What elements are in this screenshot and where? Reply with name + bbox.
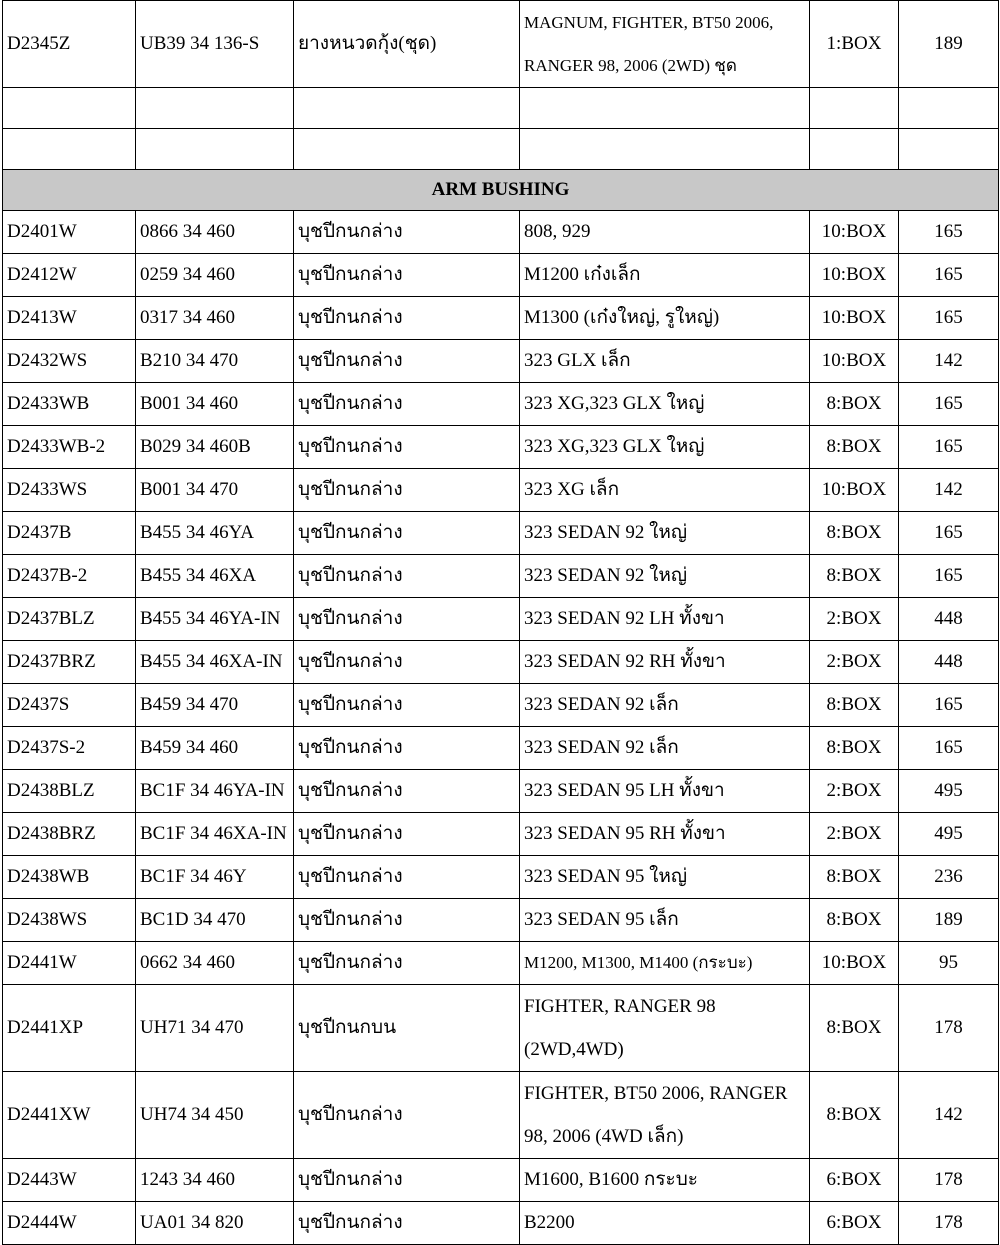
pack-quantity: 10:BOX (810, 297, 899, 340)
unit-price: 142 (899, 340, 999, 383)
unit-price: 189 (899, 1, 999, 88)
pack-quantity: 6:BOX (810, 1202, 899, 1245)
part-description: บุชปีกนกล่าง (294, 469, 520, 512)
pack-quantity: 8:BOX (810, 426, 899, 469)
table-row (3, 985, 999, 1072)
vehicle-model: 323 SEDAN 92 เล็ก (520, 727, 810, 770)
vehicle-model: M1600, B1600 กระบะ (520, 1159, 810, 1202)
part-description: บุชปีกนกล่าง (294, 340, 520, 383)
unit-price: 142 (899, 1072, 999, 1159)
part-code: D2413W (3, 297, 136, 340)
vehicle-model: 323 SEDAN 95 LH ทั้งขา (520, 770, 810, 813)
part-description (294, 129, 520, 170)
table-row (3, 383, 999, 426)
pack-quantity: 2:BOX (810, 770, 899, 813)
part-code: D2437B-2 (3, 555, 136, 598)
vehicle-model: 323 GLX เล็ก (520, 340, 810, 383)
part-code: D2437B (3, 512, 136, 555)
part-number: B455 34 46YA-IN (136, 598, 294, 641)
unit-price (899, 129, 999, 170)
vehicle-model (520, 129, 810, 170)
part-description: บุชปีกนกล่าง (294, 297, 520, 340)
vehicle-model: 323 SEDAN 95 เล็ก (520, 899, 810, 942)
part-description: บุชปีกนกล่าง (294, 1159, 520, 1202)
table-row (3, 813, 999, 856)
part-code: D2437S (3, 684, 136, 727)
unit-price: 165 (899, 254, 999, 297)
part-number (136, 129, 294, 170)
unit-price: 95 (899, 942, 999, 985)
pack-quantity: 8:BOX (810, 985, 899, 1072)
table-row (3, 555, 999, 598)
part-code: D2438BRZ (3, 813, 136, 856)
table-row (3, 426, 999, 469)
unit-price: 165 (899, 297, 999, 340)
part-number: BC1F 34 46YA-IN (136, 770, 294, 813)
vehicle-model: 323 XG,323 GLX ใหญ่ (520, 426, 810, 469)
vehicle-model: 323 SEDAN 92 ใหญ่ (520, 555, 810, 598)
unit-price: 165 (899, 727, 999, 770)
pack-quantity: 6:BOX (810, 1159, 899, 1202)
part-description: บุชปีกนกล่าง (294, 899, 520, 942)
part-number: UH71 34 470 (136, 985, 294, 1072)
part-number: 1243 34 460 (136, 1159, 294, 1202)
part-description: บุชปีกนกล่าง (294, 684, 520, 727)
pack-quantity (810, 129, 899, 170)
table-row (3, 770, 999, 813)
part-number: 0317 34 460 (136, 297, 294, 340)
part-code: D2438WB (3, 856, 136, 899)
pack-quantity: 2:BOX (810, 813, 899, 856)
part-description: บุชปีกนกล่าง (294, 254, 520, 297)
part-code: D2432WS (3, 340, 136, 383)
vehicle-model: 323 XG,323 GLX ใหญ่ (520, 383, 810, 426)
part-code: D2433WB (3, 383, 136, 426)
part-code: D2433WB-2 (3, 426, 136, 469)
part-code: D2438BLZ (3, 770, 136, 813)
part-number: B459 34 460 (136, 727, 294, 770)
unit-price: 178 (899, 1202, 999, 1245)
unit-price: 178 (899, 985, 999, 1072)
part-number: 0866 34 460 (136, 211, 294, 254)
part-description: บุชปีกนกล่าง (294, 598, 520, 641)
part-description: บุชปีกนกล่าง (294, 211, 520, 254)
vehicle-model: 323 XG เล็ก (520, 469, 810, 512)
table-row (3, 942, 999, 985)
part-number: B459 34 470 (136, 684, 294, 727)
vehicle-model: 323 SEDAN 92 RH ทั้งขา (520, 641, 810, 684)
pack-quantity: 2:BOX (810, 641, 899, 684)
part-number: 0259 34 460 (136, 254, 294, 297)
part-description: บุชปีกนกล่าง (294, 856, 520, 899)
table-row (3, 254, 999, 297)
unit-price: 448 (899, 598, 999, 641)
part-number: 0662 34 460 (136, 942, 294, 985)
table-row (3, 1159, 999, 1202)
vehicle-model: MAGNUM, FIGHTER, BT50 2006, RANGER 98, 2006 (2WD) ชุด (520, 1, 810, 88)
unit-price: 165 (899, 684, 999, 727)
part-number: UA01 34 820 (136, 1202, 294, 1245)
part-number: B001 34 470 (136, 469, 294, 512)
vehicle-model: 323 SEDAN 92 LH ทั้งขา (520, 598, 810, 641)
part-code: D2443W (3, 1159, 136, 1202)
pack-quantity: 10:BOX (810, 469, 899, 512)
table-row (3, 129, 999, 170)
table-row (3, 1202, 999, 1245)
part-code: D2437S-2 (3, 727, 136, 770)
unit-price: 178 (899, 1159, 999, 1202)
vehicle-model: 323 SEDAN 95 ใหญ่ (520, 856, 810, 899)
part-code: D2441W (3, 942, 136, 985)
pack-quantity: 10:BOX (810, 340, 899, 383)
unit-price: 165 (899, 555, 999, 598)
part-number: B029 34 460B (136, 426, 294, 469)
part-code: D2438WS (3, 899, 136, 942)
part-number (136, 88, 294, 129)
vehicle-model: 323 SEDAN 92 ใหญ่ (520, 512, 810, 555)
part-description: บุชปีกนกล่าง (294, 426, 520, 469)
part-description: บุชปีกนกล่าง (294, 813, 520, 856)
unit-price: 236 (899, 856, 999, 899)
unit-price: 189 (899, 899, 999, 942)
table-row (3, 340, 999, 383)
part-code: D2401W (3, 211, 136, 254)
pack-quantity: 8:BOX (810, 899, 899, 942)
parts-price-table (2, 0, 999, 1245)
table-row (3, 1072, 999, 1159)
table-row (3, 641, 999, 684)
part-number: B210 34 470 (136, 340, 294, 383)
unit-price: 495 (899, 770, 999, 813)
pack-quantity: 8:BOX (810, 1072, 899, 1159)
section-header-row (3, 170, 999, 211)
table-row (3, 856, 999, 899)
pack-quantity: 8:BOX (810, 727, 899, 770)
table-row (3, 1, 999, 88)
part-number: UH74 34 450 (136, 1072, 294, 1159)
part-number: BC1F 34 46Y (136, 856, 294, 899)
part-number: B455 34 46YA (136, 512, 294, 555)
vehicle-model: M1300 (เก๋งใหญ่, รูใหญ่) (520, 297, 810, 340)
unit-price: 165 (899, 383, 999, 426)
part-code: D2441XP (3, 985, 136, 1072)
pack-quantity: 8:BOX (810, 512, 899, 555)
table-row (3, 512, 999, 555)
vehicle-model: FIGHTER, BT50 2006, RANGER 98, 2006 (4WD เล็ก) (520, 1072, 810, 1159)
vehicle-model: 323 SEDAN 92 เล็ก (520, 684, 810, 727)
vehicle-model: M1200, M1300, M1400 (กระบะ) (520, 942, 810, 985)
pack-quantity: 8:BOX (810, 684, 899, 727)
vehicle-model: B2200 (520, 1202, 810, 1245)
part-code: D2437BRZ (3, 641, 136, 684)
vehicle-model: M1200 เก๋งเล็ก (520, 254, 810, 297)
vehicle-model: 323 SEDAN 95 RH ทั้งขา (520, 813, 810, 856)
unit-price: 165 (899, 211, 999, 254)
part-description: บุชปีกนกล่าง (294, 770, 520, 813)
part-code: D2433WS (3, 469, 136, 512)
part-description: บุชปีกนกล่าง (294, 641, 520, 684)
pack-quantity: 10:BOX (810, 254, 899, 297)
part-code: D2437BLZ (3, 598, 136, 641)
part-code: D2441XW (3, 1072, 136, 1159)
part-description: บุชปีกนกล่าง (294, 555, 520, 598)
unit-price: 165 (899, 512, 999, 555)
unit-price (899, 88, 999, 129)
part-description: บุชปีกนกล่าง (294, 727, 520, 770)
pack-quantity: 8:BOX (810, 856, 899, 899)
part-code: D2345Z (3, 1, 136, 88)
part-description: บุชปีกนกล่าง (294, 383, 520, 426)
part-description: บุชปีกนกล่าง (294, 1072, 520, 1159)
part-description: บุชปีกนกล่าง (294, 942, 520, 985)
section-title: ARM BUSHING (3, 170, 999, 211)
vehicle-model: 808, 929 (520, 211, 810, 254)
unit-price: 142 (899, 469, 999, 512)
part-number: B001 34 460 (136, 383, 294, 426)
part-description: บุชปีกนกล่าง (294, 512, 520, 555)
table-row (3, 727, 999, 770)
table-row (3, 297, 999, 340)
pack-quantity: 8:BOX (810, 383, 899, 426)
table-row (3, 684, 999, 727)
table-row (3, 469, 999, 512)
part-code: D2412W (3, 254, 136, 297)
table-row (3, 899, 999, 942)
part-description: บุชปีกนกล่าง (294, 1202, 520, 1245)
unit-price: 495 (899, 813, 999, 856)
part-number: B455 34 46XA (136, 555, 294, 598)
part-number: UB39 34 136-S (136, 1, 294, 88)
pack-quantity: 10:BOX (810, 211, 899, 254)
table-row (3, 211, 999, 254)
part-code (3, 129, 136, 170)
pack-quantity (810, 88, 899, 129)
vehicle-model: FIGHTER, RANGER 98 (2WD,4WD) (520, 985, 810, 1072)
part-number: BC1F 34 46XA-IN (136, 813, 294, 856)
part-number: B455 34 46XA-IN (136, 641, 294, 684)
part-number: BC1D 34 470 (136, 899, 294, 942)
pack-quantity: 8:BOX (810, 555, 899, 598)
vehicle-model (520, 88, 810, 129)
part-code (3, 88, 136, 129)
unit-price: 448 (899, 641, 999, 684)
part-code: D2444W (3, 1202, 136, 1245)
pack-quantity: 10:BOX (810, 942, 899, 985)
pack-quantity: 2:BOX (810, 598, 899, 641)
part-description (294, 88, 520, 129)
table-row (3, 88, 999, 129)
part-description: บุชปีกนกบน (294, 985, 520, 1072)
pack-quantity: 1:BOX (810, 1, 899, 88)
table-row (3, 598, 999, 641)
part-description: ยางหนวดกุ้ง(ชุด) (294, 1, 520, 88)
unit-price: 165 (899, 426, 999, 469)
